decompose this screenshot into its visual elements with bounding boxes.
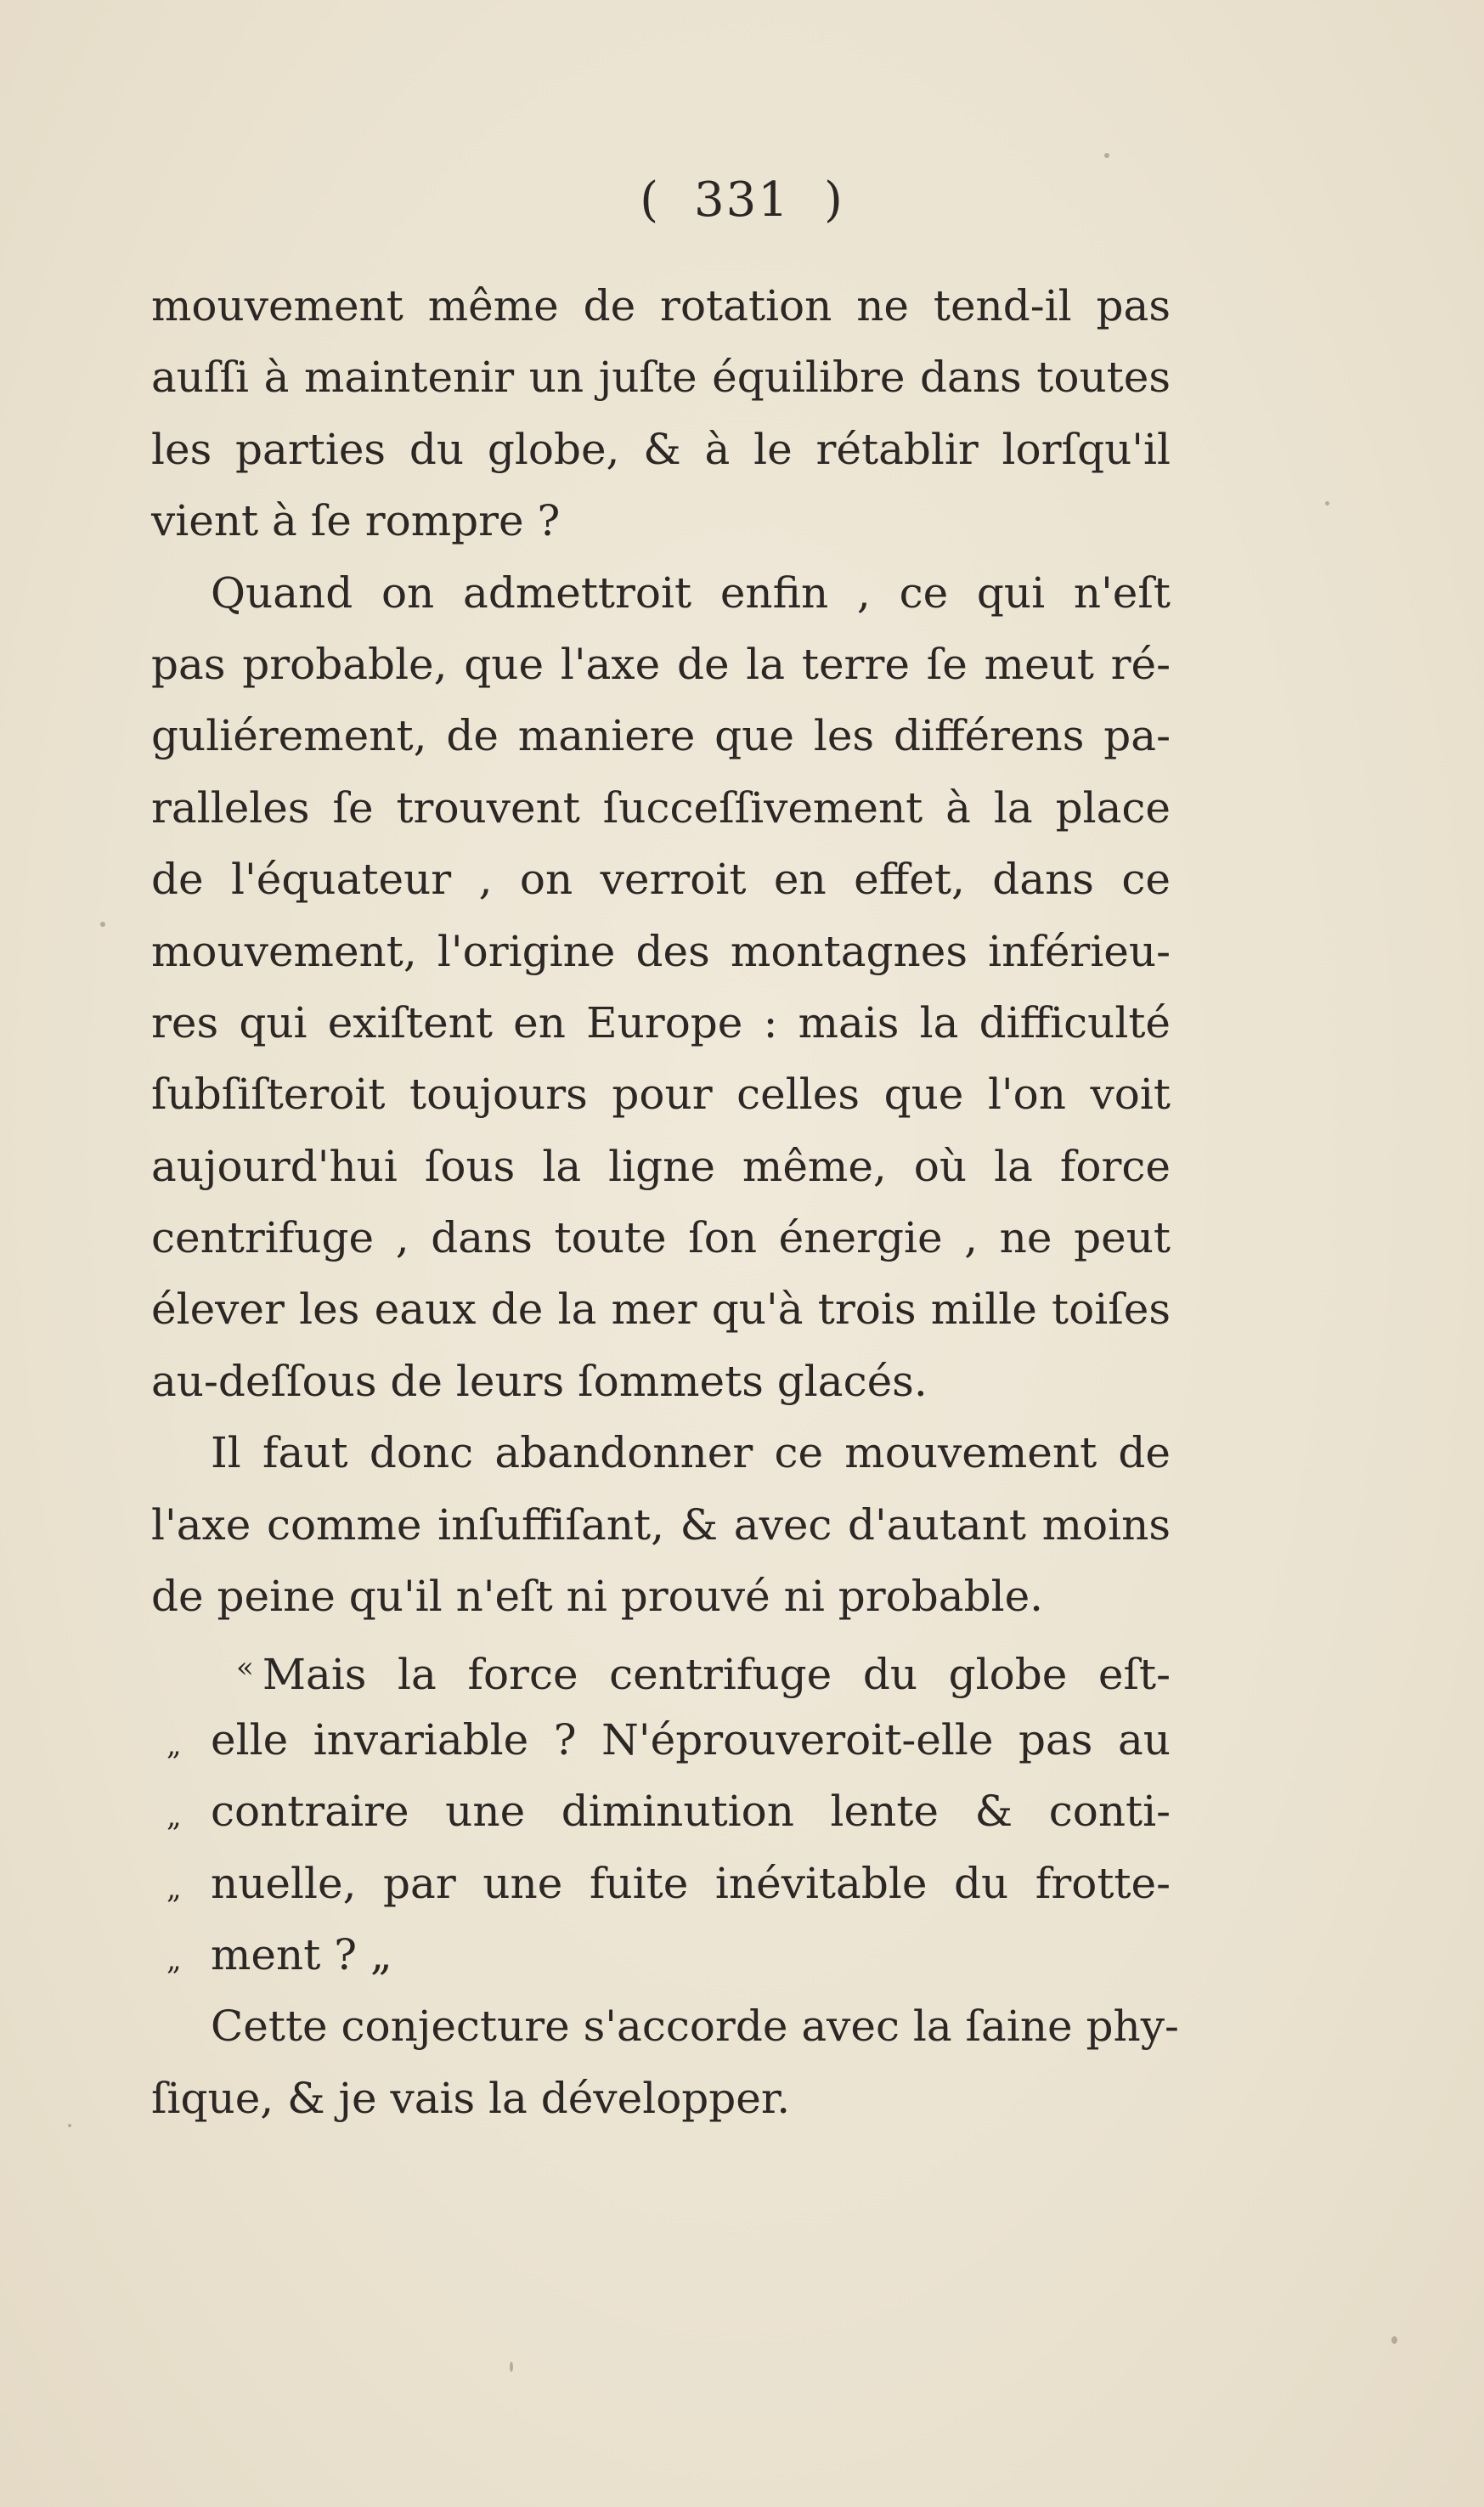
text-line: de l'équateur , on verroit en effet, dans ce [151,855,1171,905]
quote-line [151,1848,1171,1919]
paper-speck [1104,153,1109,158]
paper-speck [510,2362,513,2372]
text-line: ſubſiſteroit toujours pour celles que l'on voit [151,1070,1171,1120]
text-line: auſſi à maintenir un juſte équilibre dans toutes [151,353,1171,403]
open-paren: ( [640,172,661,228]
quote-line [151,1632,1171,1703]
text-line: ralleles ſe trouvent ſucceſſivement à la place [151,782,1171,833]
text-line: Quand on admettroit enfin , ce qui n'eſt [211,567,1171,618]
text-line: l'axe comme inſuffiſant, & avec d'autant moins [151,1499,1171,1550]
quote-text: Mais la force centrifuge du globe eſt- [262,1650,1171,1700]
quote-text: ment ? „ [211,1929,392,1979]
close-paren: ) [823,172,844,228]
text-line: Il faut donc abandonner ce mouvement de [211,1428,1171,1478]
quote-open-mark: « [236,1651,254,1685]
quote-cont-mark: „ [166,1799,182,1834]
quote-text: contraire une diminution lente & conti- [211,1787,1171,1837]
quote-cont-mark: „ [166,1727,182,1762]
text-line: vient à ſe rompre ? [151,496,561,546]
text-line: mouvement, l'origine des montagnes inférieu- [151,926,1171,976]
text-line: au-deſſous de leurs ſommets glacés. [151,1356,928,1406]
text-line: ſique, & je vais la développer. [151,2073,791,2123]
text-line: de peine qu'il n'eſt ni prouvé ni probable. [151,1572,1044,1622]
text-line: mouvement même de rotation ne tend-il pas [151,281,1171,330]
text-line: Cette conjecture s'accorde avec la ſaine phy- [211,2002,1179,2052]
quote-line [151,1776,1171,1847]
page-header [0,172,1484,228]
quote-text: elle invariable ? N'éprouveroit-elle pas au [211,1714,1171,1764]
text-line: élever les eaux de la mer qu'à trois mille toiſes [151,1285,1171,1335]
quote-cont-mark: „ [166,1871,182,1906]
quote-line [151,1919,1171,1990]
text-line: les parties du globe, & à le rétablir lorſqu'il [151,424,1171,474]
paper-speck [1325,501,1329,505]
paper-speck [68,2124,71,2127]
page-number: 331 [694,172,790,228]
text-line: pas probable, que l'axe de la terre ſe meut ré- [151,639,1171,689]
text-line: guliérement, de maniere que les différens pa- [151,711,1171,761]
quote-line [151,1704,1171,1776]
quote-cont-mark: „ [166,1942,182,1977]
paper-speck [100,922,105,927]
text-line: res qui exiſtent en Europe : mais la difficulté [151,997,1171,1047]
body-text [151,270,1179,2134]
quote-text: nuelle, par une fuite inévitable du frotte- [211,1858,1171,1908]
text-line: centrifuge , dans toute ſon énergie , ne peut [151,1213,1171,1263]
paper-speck [1391,2336,1397,2344]
text-line: aujourd'hui ſous la ligne même, où la force [151,1141,1171,1191]
